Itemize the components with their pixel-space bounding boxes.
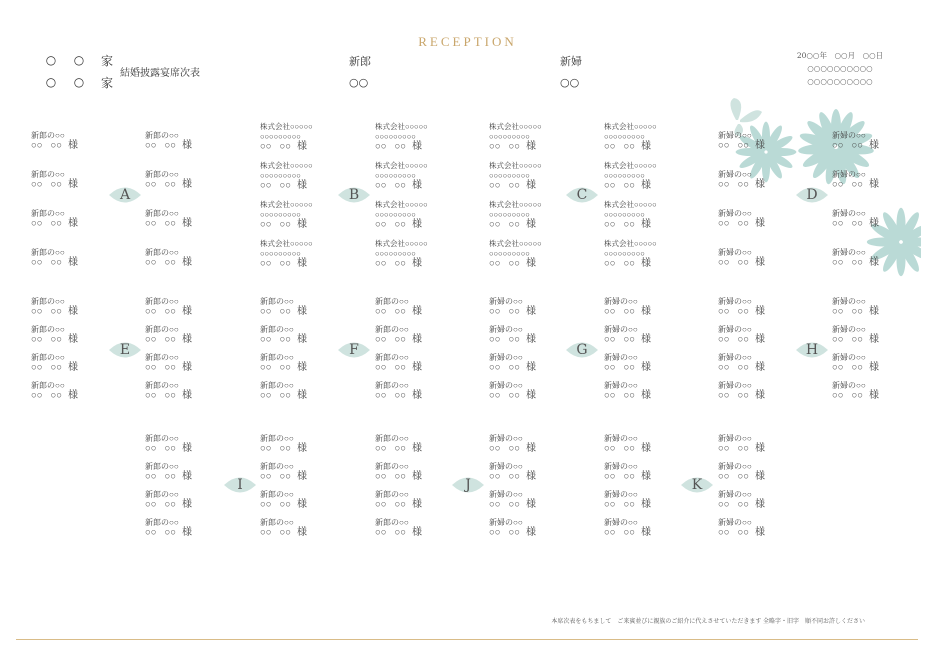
- guest-name: ○○ ○○ 様: [145, 471, 192, 482]
- guest-entry: [489, 381, 579, 407]
- guest-entry: [145, 248, 235, 274]
- guest-relation: 新婦の○○: [832, 209, 866, 218]
- guest-entry: [260, 122, 350, 154]
- guest-name: ○○ ○○ 様: [604, 471, 651, 482]
- guest-entry: [375, 200, 465, 232]
- guest-entry: [31, 209, 121, 235]
- guest-name: ○○ ○○ 様: [604, 527, 651, 538]
- bride-family-char: ○: [45, 75, 57, 89]
- guest-entry: [832, 209, 922, 235]
- groom-label: 新郎: [349, 55, 371, 68]
- guest-entry: [489, 239, 579, 271]
- table-label-i: I: [223, 474, 257, 496]
- guest-entry: [718, 490, 808, 516]
- guest-name: ○○ ○○ 様: [375, 258, 422, 269]
- guest-relation: 新郎の○○: [145, 434, 179, 443]
- reception-title: RECEPTION: [418, 34, 517, 49]
- guest-entry: [604, 518, 694, 544]
- guest-relation: 株式会社○○○○○: [260, 200, 313, 209]
- guest-name: ○○ ○○ 様: [260, 306, 307, 317]
- guest-relation: 新婦の○○: [489, 434, 523, 443]
- guest-name: ○○ ○○ 様: [260, 390, 307, 401]
- guest-name: ○○ ○○ 様: [718, 443, 765, 454]
- guest-relation: 新郎の○○: [31, 325, 65, 334]
- guest-relation: 株式会社○○○○○: [604, 122, 657, 131]
- guest-name: ○○ ○○ 様: [718, 179, 765, 190]
- guest-relation: 新婦の○○: [604, 518, 638, 527]
- guest-relation: 新婦の○○: [718, 518, 752, 527]
- guest-relation: 新婦の○○: [832, 325, 866, 334]
- guest-department: ○○○○○○○○○: [260, 132, 301, 141]
- guest-relation: 新郎の○○: [260, 297, 294, 306]
- guest-name: ○○ ○○ 様: [718, 334, 765, 345]
- guest-entry: [604, 200, 694, 232]
- guest-relation: 新婦の○○: [718, 131, 752, 140]
- guest-name: ○○ ○○ 様: [489, 527, 536, 538]
- guest-entry: [31, 297, 121, 323]
- guest-relation: 新郎の○○: [31, 209, 65, 218]
- guest-name: ○○ ○○ 様: [832, 257, 879, 268]
- guest-name: ○○ ○○ 様: [375, 180, 422, 191]
- guest-entry: [718, 209, 808, 235]
- guest-entry: [145, 462, 235, 488]
- guest-relation: 新婦の○○: [718, 170, 752, 179]
- guest-entry: [604, 122, 694, 154]
- guest-entry: [718, 248, 808, 274]
- guest-entry: [145, 434, 235, 460]
- venue-line: ○○○○○○○○○○: [807, 64, 873, 73]
- guest-relation: 新婦の○○: [489, 297, 523, 306]
- guest-name: ○○ ○○ 様: [489, 219, 536, 230]
- guest-name: ○○ ○○ 様: [260, 471, 307, 482]
- guest-name: ○○ ○○ 様: [145, 390, 192, 401]
- guest-department: ○○○○○○○○○: [604, 171, 645, 180]
- guest-name: ○○ ○○ 様: [604, 258, 651, 269]
- guest-department: ○○○○○○○○○: [489, 132, 530, 141]
- guest-relation: 新郎の○○: [145, 381, 179, 390]
- guest-name: ○○ ○○ 様: [604, 219, 651, 230]
- guest-relation: 新郎の○○: [375, 297, 409, 306]
- table-label-f: F: [337, 339, 371, 361]
- event-date: 20○○年 ○○月 ○○日: [796, 51, 884, 60]
- guest-name: ○○ ○○ 様: [260, 334, 307, 345]
- guest-name: ○○ ○○ 様: [31, 179, 78, 190]
- family-names: [44, 49, 114, 93]
- guest-relation: 株式会社○○○○○: [260, 122, 313, 131]
- guest-entry: [375, 239, 465, 271]
- guest-name: ○○ ○○ 様: [145, 443, 192, 454]
- table-label-k: K: [680, 474, 714, 496]
- guest-entry: [375, 297, 465, 323]
- guest-name: ○○ ○○ 様: [31, 334, 78, 345]
- guest-relation: 株式会社○○○○○: [260, 161, 313, 170]
- guest-relation: 新郎の○○: [145, 353, 179, 362]
- guest-entry: [260, 239, 350, 271]
- guest-name: ○○ ○○ 様: [718, 471, 765, 482]
- guest-entry: [31, 248, 121, 274]
- guest-entry: [260, 381, 350, 407]
- guest-entry: [489, 122, 579, 154]
- guest-name: ○○ ○○ 様: [832, 362, 879, 373]
- guest-relation: 新婦の○○: [489, 462, 523, 471]
- guest-name: ○○ ○○ 様: [718, 257, 765, 268]
- guest-relation: 新郎の○○: [31, 248, 65, 257]
- guest-name: ○○ ○○ 様: [489, 390, 536, 401]
- guest-entry: [375, 325, 465, 351]
- guest-relation: 新婦の○○: [832, 297, 866, 306]
- guest-name: ○○ ○○ 様: [718, 499, 765, 510]
- guest-name: ○○ ○○ 様: [31, 390, 78, 401]
- guest-name: ○○ ○○ 様: [832, 179, 879, 190]
- guest-entry: [145, 170, 235, 196]
- guest-name: ○○ ○○ 様: [832, 140, 879, 151]
- guest-name: ○○ ○○ 様: [260, 499, 307, 510]
- guest-name: ○○ ○○ 様: [375, 390, 422, 401]
- guest-name: ○○ ○○ 様: [604, 390, 651, 401]
- guest-relation: 新郎の○○: [145, 297, 179, 306]
- bride-family: [44, 71, 114, 93]
- guest-name: ○○ ○○ 様: [375, 443, 422, 454]
- guest-relation: 新郎の○○: [260, 490, 294, 499]
- guest-entry: [489, 490, 579, 516]
- guest-department: ○○○○○○○○○: [260, 249, 301, 258]
- guest-relation: 株式会社○○○○○: [375, 239, 428, 248]
- guest-relation: 新郎の○○: [260, 381, 294, 390]
- guest-entry: [604, 381, 694, 407]
- guest-department: ○○○○○○○○○: [489, 171, 530, 180]
- guest-entry: [375, 122, 465, 154]
- guest-entry: [145, 381, 235, 407]
- guest-name: ○○ ○○ 様: [489, 471, 536, 482]
- guest-relation: 株式会社○○○○○: [604, 239, 657, 248]
- guest-entry: [260, 462, 350, 488]
- guest-name: ○○ ○○ 様: [145, 362, 192, 373]
- guest-name: ○○ ○○ 様: [604, 306, 651, 317]
- guest-entry: [832, 170, 922, 196]
- guest-entry: [604, 239, 694, 271]
- guest-name: ○○ ○○ 様: [832, 334, 879, 345]
- guest-name: ○○ ○○ 様: [31, 306, 78, 317]
- guest-name: ○○ ○○ 様: [375, 141, 422, 152]
- guest-relation: 新郎の○○: [145, 490, 179, 499]
- guest-entry: [375, 381, 465, 407]
- guest-name: ○○ ○○ 様: [145, 527, 192, 538]
- guest-entry: [718, 297, 808, 323]
- guest-name: ○○ ○○ 様: [145, 140, 192, 151]
- guest-relation: 株式会社○○○○○: [604, 161, 657, 170]
- guest-relation: 新婦の○○: [604, 434, 638, 443]
- guest-entry: [604, 353, 694, 379]
- guest-department: ○○○○○○○○○: [604, 132, 645, 141]
- guest-entry: [718, 462, 808, 488]
- guest-entry: [145, 518, 235, 544]
- table-label-c: C: [565, 184, 599, 206]
- guest-relation: 株式会社○○○○○: [489, 239, 542, 248]
- guest-name: ○○ ○○ 様: [604, 334, 651, 345]
- guest-relation: 新婦の○○: [604, 462, 638, 471]
- guest-relation: 新郎の○○: [375, 353, 409, 362]
- guest-relation: 新郎の○○: [375, 518, 409, 527]
- bride-family-char: ○: [73, 75, 85, 89]
- guest-name: ○○ ○○ 様: [260, 527, 307, 538]
- guest-relation: 新婦の○○: [604, 490, 638, 499]
- guest-relation: 新郎の○○: [260, 518, 294, 527]
- guest-entry: [31, 381, 121, 407]
- guest-relation: 新郎の○○: [31, 297, 65, 306]
- guest-relation: 新郎の○○: [145, 462, 179, 471]
- guest-name: ○○ ○○ 様: [718, 527, 765, 538]
- guest-relation: 新郎の○○: [375, 434, 409, 443]
- guest-department: ○○○○○○○○○: [375, 132, 416, 141]
- guest-name: ○○ ○○ 様: [31, 140, 78, 151]
- guest-entry: [375, 161, 465, 193]
- guest-relation: 新婦の○○: [489, 381, 523, 390]
- guest-entry: [718, 434, 808, 460]
- guest-department: ○○○○○○○○○: [260, 210, 301, 219]
- guest-entry: [145, 325, 235, 351]
- guest-name: ○○ ○○ 様: [145, 179, 192, 190]
- guest-name: ○○ ○○ 様: [145, 257, 192, 268]
- guest-entry: [718, 518, 808, 544]
- guest-name: ○○ ○○ 様: [260, 443, 307, 454]
- table-label-j: J: [451, 474, 485, 496]
- page-subtitle: 結婚披露宴席次表: [120, 68, 200, 79]
- guest-name: ○○ ○○ 様: [604, 362, 651, 373]
- guest-name: ○○ ○○ 様: [718, 390, 765, 401]
- guest-relation: 新婦の○○: [489, 325, 523, 334]
- guest-relation: 新婦の○○: [718, 248, 752, 257]
- guest-name: ○○ ○○ 様: [31, 257, 78, 268]
- guest-relation: 新婦の○○: [832, 353, 866, 362]
- guest-name: ○○ ○○ 様: [832, 390, 879, 401]
- guest-relation: 新婦の○○: [489, 353, 523, 362]
- guest-relation: 新郎の○○: [145, 325, 179, 334]
- guest-relation: 新郎の○○: [145, 209, 179, 218]
- guest-name: ○○ ○○ 様: [375, 219, 422, 230]
- guest-department: ○○○○○○○○○: [489, 249, 530, 258]
- guest-relation: 新婦の○○: [718, 209, 752, 218]
- groom-family-char: ○: [45, 53, 57, 67]
- guest-relation: 株式会社○○○○○: [375, 200, 428, 209]
- bride-label: 新婦: [560, 55, 582, 68]
- guest-relation: 新郎の○○: [260, 325, 294, 334]
- groom-family: [44, 49, 114, 71]
- guest-department: ○○○○○○○○○: [375, 210, 416, 219]
- guest-name: ○○ ○○ 様: [489, 180, 536, 191]
- guest-entry: [145, 209, 235, 235]
- guest-relation: 株式会社○○○○○: [260, 239, 313, 248]
- guest-name: ○○ ○○ 様: [145, 218, 192, 229]
- guest-relation: 新婦の○○: [489, 518, 523, 527]
- guest-name: ○○ ○○ 様: [832, 218, 879, 229]
- guest-relation: 新郎の○○: [260, 353, 294, 362]
- guest-name: ○○ ○○ 様: [375, 499, 422, 510]
- guest-name: ○○ ○○ 様: [260, 219, 307, 230]
- guest-name: ○○ ○○ 様: [375, 527, 422, 538]
- bride-name: ○○: [560, 76, 580, 89]
- guest-relation: 新婦の○○: [718, 325, 752, 334]
- guest-entry: [145, 297, 235, 323]
- guest-name: ○○ ○○ 様: [718, 140, 765, 151]
- guest-name: ○○ ○○ 様: [375, 471, 422, 482]
- groom-name: ○○: [349, 76, 369, 89]
- guest-name: ○○ ○○ 様: [832, 306, 879, 317]
- guest-relation: 新婦の○○: [604, 297, 638, 306]
- guest-entry: [489, 434, 579, 460]
- guest-name: ○○ ○○ 様: [145, 499, 192, 510]
- guest-department: ○○○○○○○○○: [604, 210, 645, 219]
- table-label-d: D: [795, 184, 829, 206]
- guest-relation: 新郎の○○: [145, 131, 179, 140]
- guest-entry: [260, 434, 350, 460]
- guest-name: ○○ ○○ 様: [489, 362, 536, 373]
- guest-name: ○○ ○○ 様: [375, 362, 422, 373]
- guest-relation: 新郎の○○: [145, 248, 179, 257]
- guest-entry: [260, 297, 350, 323]
- guest-relation: 新郎の○○: [375, 325, 409, 334]
- guest-name: ○○ ○○ 様: [489, 306, 536, 317]
- guest-entry: [832, 325, 922, 351]
- guest-entry: [604, 325, 694, 351]
- guest-name: ○○ ○○ 様: [260, 362, 307, 373]
- guest-department: ○○○○○○○○○: [489, 210, 530, 219]
- guest-relation: 新婦の○○: [604, 353, 638, 362]
- guest-relation: 株式会社○○○○○: [489, 161, 542, 170]
- guest-department: ○○○○○○○○○: [375, 171, 416, 180]
- table-label-e: E: [108, 339, 142, 361]
- footer-note: 本席次表をもちまして ご来賓並びに親族のご紹介に代えさせていただきます 全略字・旧字 順不同お許しください: [551, 619, 865, 625]
- guest-relation: 新婦の○○: [604, 325, 638, 334]
- guest-entry: [260, 518, 350, 544]
- guest-relation: 新婦の○○: [832, 248, 866, 257]
- groom-family-char: 家: [100, 53, 113, 68]
- guest-relation: 新郎の○○: [31, 381, 65, 390]
- footer-divider: [16, 639, 918, 640]
- guest-relation: 新郎の○○: [145, 518, 179, 527]
- guest-relation: 株式会社○○○○○: [604, 200, 657, 209]
- table-label-b: B: [337, 184, 371, 206]
- guest-name: ○○ ○○ 様: [375, 334, 422, 345]
- guest-relation: 株式会社○○○○○: [489, 200, 542, 209]
- guest-name: ○○ ○○ 様: [489, 141, 536, 152]
- guest-relation: 株式会社○○○○○: [489, 122, 542, 131]
- guest-name: ○○ ○○ 様: [604, 443, 651, 454]
- venue-line: ○○○○○○○○○○: [807, 77, 873, 86]
- table-label-a: A: [108, 184, 142, 206]
- guest-entry: [832, 381, 922, 407]
- guest-relation: 新郎の○○: [260, 434, 294, 443]
- guest-relation: 新郎の○○: [145, 170, 179, 179]
- guest-entry: [375, 518, 465, 544]
- guest-relation: 新婦の○○: [489, 490, 523, 499]
- groom-family-char: ○: [73, 53, 85, 67]
- guest-name: ○○ ○○ 様: [145, 306, 192, 317]
- guest-name: ○○ ○○ 様: [718, 306, 765, 317]
- guest-name: ○○ ○○ 様: [31, 362, 78, 373]
- guest-relation: 新婦の○○: [604, 381, 638, 390]
- guest-name: ○○ ○○ 様: [489, 334, 536, 345]
- guest-entry: [718, 381, 808, 407]
- guest-relation: 新婦の○○: [718, 381, 752, 390]
- guest-entry: [145, 490, 235, 516]
- guest-relation: 新婦の○○: [718, 353, 752, 362]
- guest-name: ○○ ○○ 様: [604, 141, 651, 152]
- guest-entry: [604, 161, 694, 193]
- guest-name: ○○ ○○ 様: [489, 443, 536, 454]
- guest-relation: 新郎の○○: [375, 490, 409, 499]
- guest-entry: [604, 297, 694, 323]
- guest-name: ○○ ○○ 様: [145, 334, 192, 345]
- guest-name: ○○ ○○ 様: [260, 141, 307, 152]
- guest-entry: [832, 297, 922, 323]
- guest-name: ○○ ○○ 様: [489, 499, 536, 510]
- guest-entry: [489, 518, 579, 544]
- guest-entry: [489, 297, 579, 323]
- guest-relation: 新婦の○○: [718, 434, 752, 443]
- guest-entry: [718, 131, 808, 157]
- guest-name: ○○ ○○ 様: [375, 306, 422, 317]
- guest-department: ○○○○○○○○○: [375, 249, 416, 258]
- guest-entry: [489, 462, 579, 488]
- guest-entry: [145, 353, 235, 379]
- guest-relation: 新郎の○○: [31, 170, 65, 179]
- guest-relation: 新郎の○○: [31, 131, 65, 140]
- guest-entry: [832, 248, 922, 274]
- guest-name: ○○ ○○ 様: [260, 180, 307, 191]
- guest-name: ○○ ○○ 様: [718, 218, 765, 229]
- bride-family-char: 家: [100, 75, 113, 90]
- guest-entry: [832, 353, 922, 379]
- event-info: [785, 49, 895, 88]
- guest-relation: 新婦の○○: [718, 490, 752, 499]
- guest-entry: [604, 434, 694, 460]
- table-label-h: H: [795, 339, 829, 361]
- guest-entry: [145, 131, 235, 157]
- table-label-g: G: [565, 339, 599, 361]
- guest-relation: 新郎の○○: [31, 353, 65, 362]
- guest-relation: 新婦の○○: [718, 462, 752, 471]
- guest-relation: 新郎の○○: [375, 462, 409, 471]
- guest-entry: [260, 490, 350, 516]
- guest-name: ○○ ○○ 様: [31, 218, 78, 229]
- guest-entry: [375, 434, 465, 460]
- guest-relation: 新婦の○○: [832, 170, 866, 179]
- guest-entry: [375, 353, 465, 379]
- guest-name: ○○ ○○ 様: [604, 180, 651, 191]
- guest-name: ○○ ○○ 様: [260, 258, 307, 269]
- guest-name: ○○ ○○ 様: [718, 362, 765, 373]
- guest-entry: [31, 131, 121, 157]
- guest-entry: [832, 131, 922, 157]
- guest-relation: 株式会社○○○○○: [375, 161, 428, 170]
- guest-name: ○○ ○○ 様: [604, 499, 651, 510]
- guest-department: ○○○○○○○○○: [260, 171, 301, 180]
- guest-name: ○○ ○○ 様: [489, 258, 536, 269]
- guest-relation: 新婦の○○: [832, 131, 866, 140]
- guest-relation: 新郎の○○: [375, 381, 409, 390]
- guest-relation: 新婦の○○: [718, 297, 752, 306]
- guest-department: ○○○○○○○○○: [604, 249, 645, 258]
- guest-relation: 新婦の○○: [832, 381, 866, 390]
- guest-relation: 新郎の○○: [260, 462, 294, 471]
- guest-relation: 株式会社○○○○○: [375, 122, 428, 131]
